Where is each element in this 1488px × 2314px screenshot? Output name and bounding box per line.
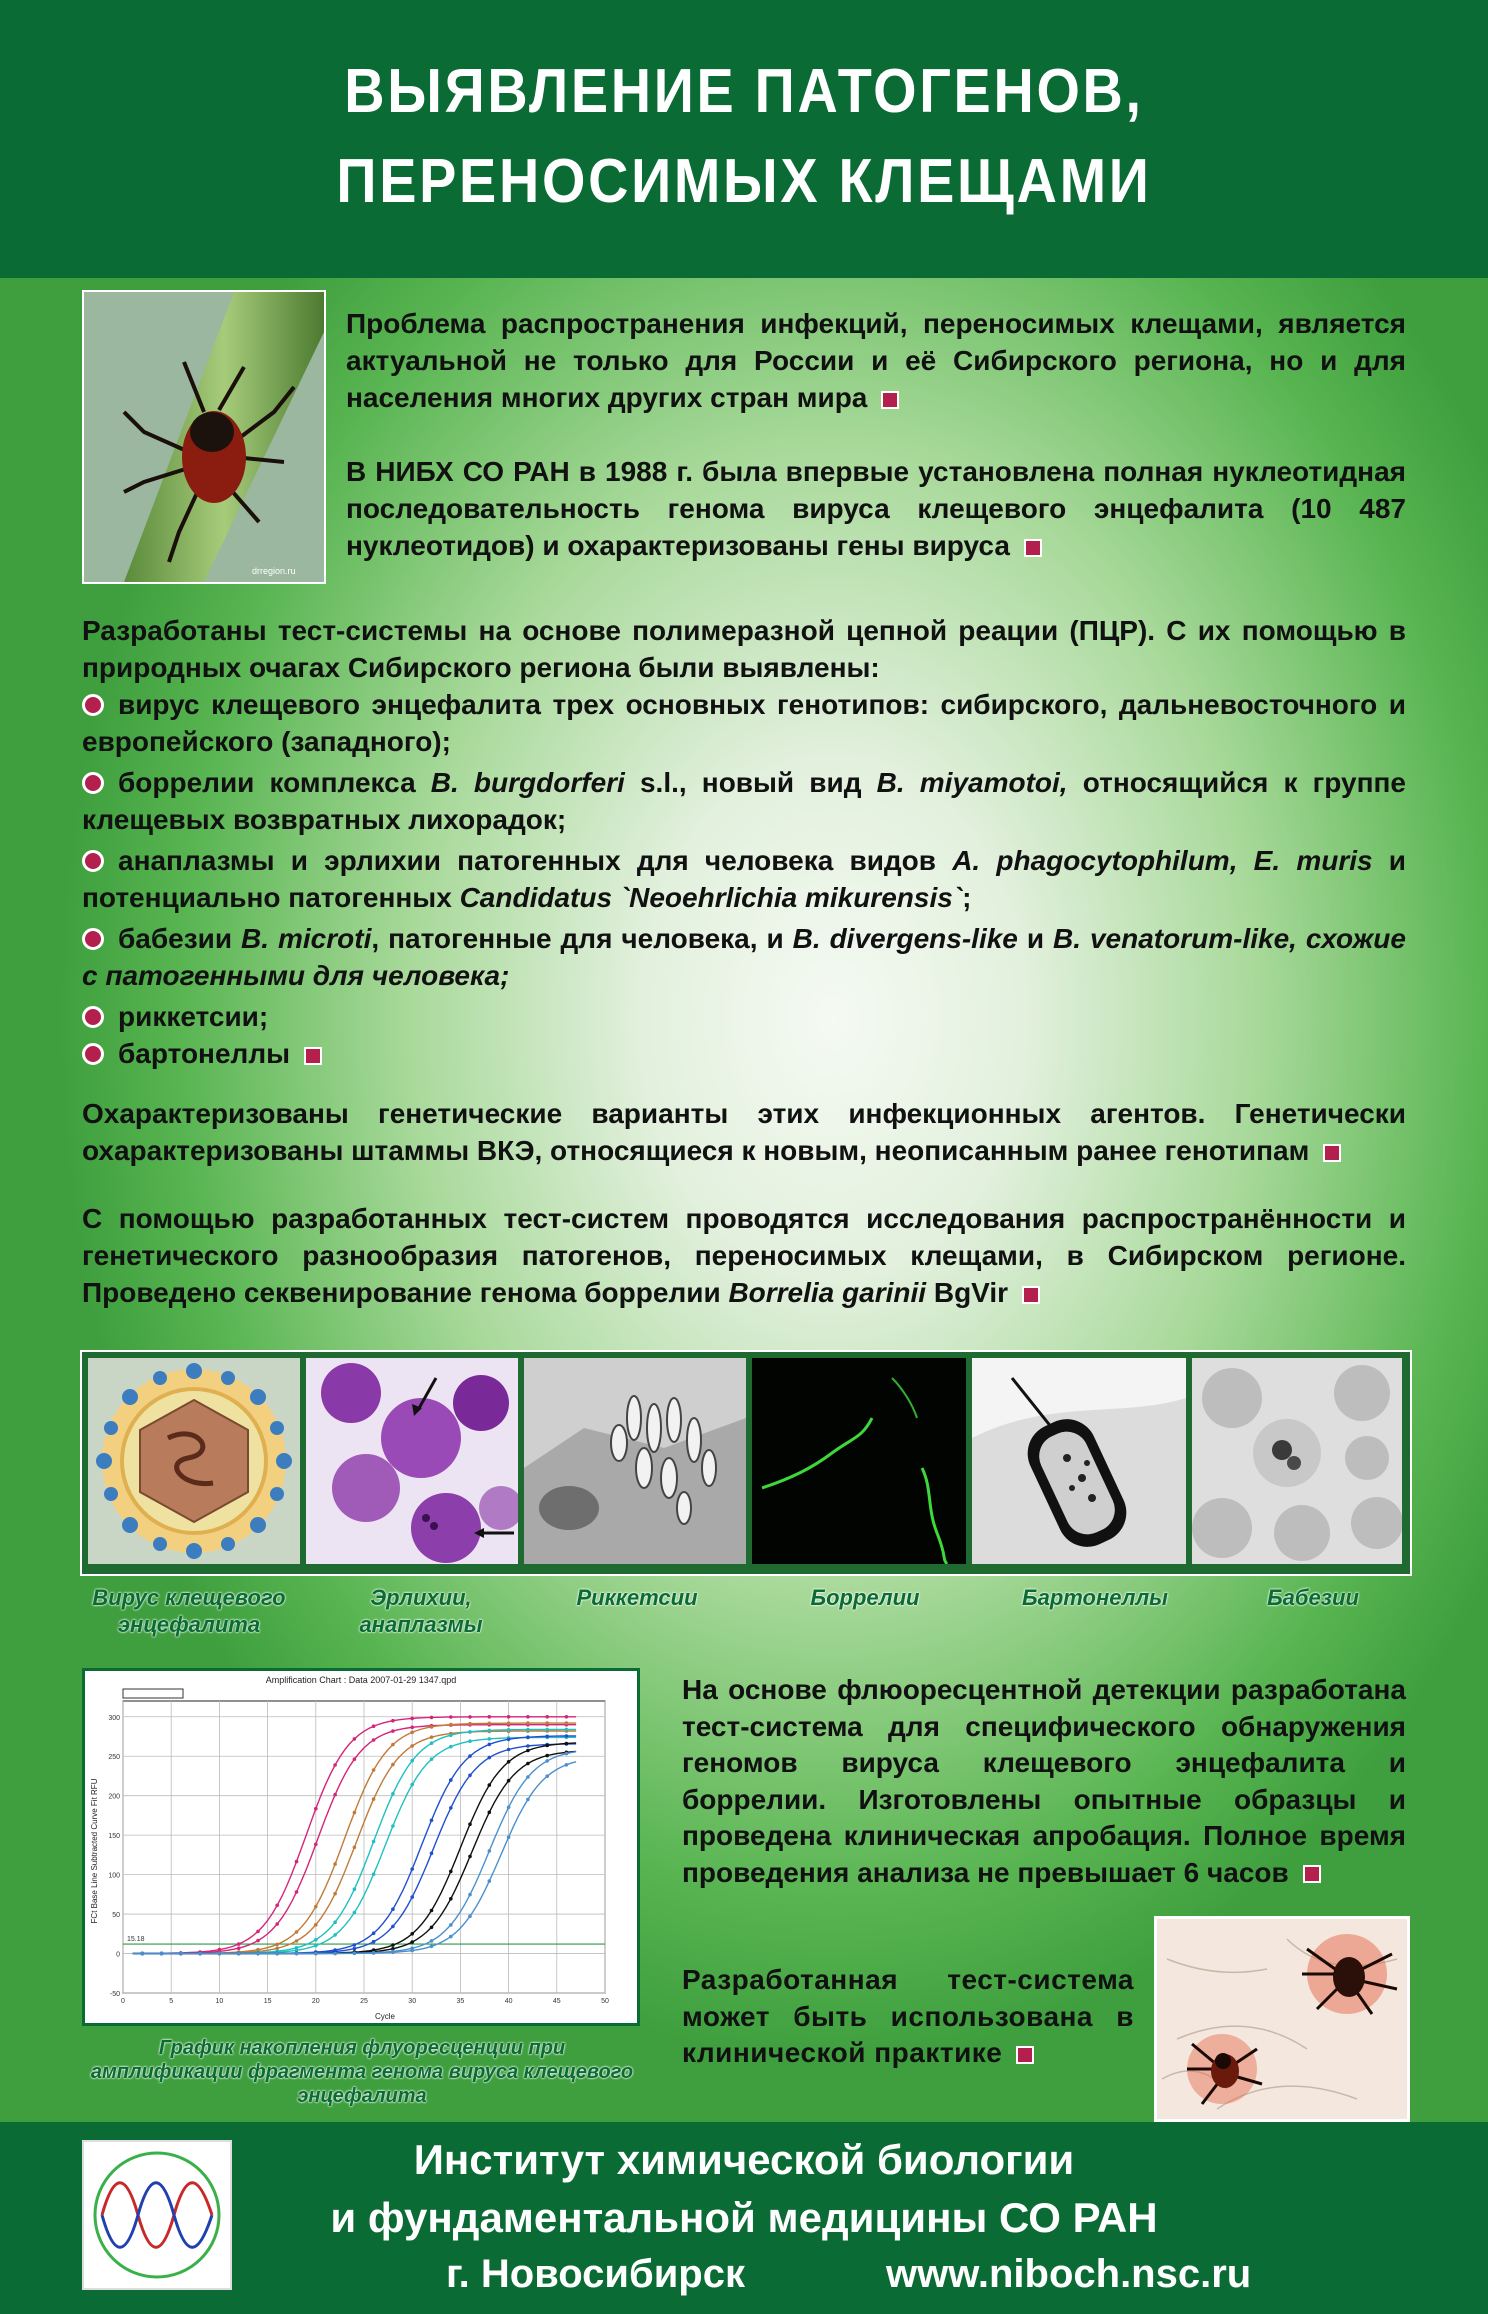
chart-data-point bbox=[353, 1947, 357, 1951]
chart-threshold-label: 15.18 bbox=[127, 1936, 145, 1944]
chart-data-point bbox=[410, 1867, 414, 1871]
chart-x-axis-label: Cycle bbox=[374, 2012, 396, 2021]
chart-data-point bbox=[353, 1846, 357, 1850]
institute-city: г. Новосибирск bbox=[446, 2252, 746, 2296]
chart-data-point bbox=[526, 1749, 530, 1753]
chart-data-point bbox=[449, 1870, 453, 1874]
chart-data-point bbox=[565, 1721, 569, 1725]
chart-data-point bbox=[237, 1952, 241, 1956]
chart-data-point bbox=[391, 1719, 395, 1723]
pcr-bullet-5 bbox=[82, 998, 1406, 1035]
chart-data-point bbox=[449, 1733, 453, 1737]
chart-data-point bbox=[410, 1949, 414, 1953]
chart-data-point bbox=[295, 1890, 299, 1894]
sequencing-text: BgVir bbox=[926, 1277, 1009, 1308]
chart-data-point bbox=[468, 1914, 472, 1918]
institute-website-link[interactable]: www.niboch.nsc.ru bbox=[886, 2252, 1252, 2296]
chart-data-point bbox=[545, 1744, 549, 1748]
chart-data-point bbox=[372, 1951, 376, 1955]
chart-data-point bbox=[353, 1911, 357, 1915]
chart-data-point bbox=[545, 1754, 549, 1758]
species-name: Candidatus `Neoehrlichia mikurensis` bbox=[459, 882, 963, 913]
clinical-paragraph bbox=[682, 1962, 1134, 2072]
pcr-bullet-3 bbox=[82, 842, 1406, 916]
chart-data-point bbox=[353, 1943, 357, 1947]
chart-data-point bbox=[333, 1952, 337, 1956]
pcr-bullet-1 bbox=[82, 686, 1406, 760]
chart-data-point bbox=[410, 1717, 414, 1721]
chart-data-point bbox=[353, 1952, 357, 1956]
chart-data-point bbox=[468, 1893, 472, 1897]
chart-data-point bbox=[372, 1840, 376, 1844]
chart-data-point bbox=[488, 1737, 492, 1741]
chart-data-point bbox=[488, 1715, 492, 1719]
ehrlichia-micrograph-image bbox=[306, 1358, 518, 1564]
fluorescence-paragraph bbox=[682, 1672, 1406, 1891]
chart-data-point bbox=[410, 1940, 414, 1944]
pcr-bullet-6 bbox=[82, 1035, 1406, 1072]
chart-data-point bbox=[545, 1759, 549, 1763]
chart-data-point bbox=[256, 1930, 260, 1934]
chart-x-tick-label: 15 bbox=[263, 1998, 272, 2005]
poster-title-line2: ПЕРЕНОСИМЫХ КЛЕЩАМИ bbox=[336, 147, 1152, 216]
chart-data-point bbox=[468, 1774, 472, 1778]
chart-data-point bbox=[507, 1835, 511, 1839]
chart-title: Amplification Chart : Data 2007-01-29 1347.qpd bbox=[265, 1675, 457, 1685]
caption-rickettsia: Риккетсии bbox=[576, 1585, 698, 1610]
chart-data-point bbox=[314, 1843, 318, 1847]
poster-footer bbox=[0, 2122, 1488, 2314]
chart-data-point bbox=[160, 1952, 164, 1956]
chart-data-point bbox=[353, 1811, 357, 1815]
chart-data-point bbox=[449, 1935, 453, 1939]
chart-data-point bbox=[430, 1909, 434, 1913]
chart-data-point bbox=[430, 1716, 434, 1720]
chart-data-point bbox=[488, 1729, 492, 1733]
chart-data-point bbox=[333, 1862, 337, 1866]
chart-data-point bbox=[372, 1738, 376, 1742]
chart-data-point bbox=[545, 1715, 549, 1719]
chart-data-point bbox=[430, 1735, 434, 1739]
chart-data-point bbox=[430, 1926, 434, 1930]
chart-data-point bbox=[391, 1729, 395, 1733]
caption-bartonella: Бартонеллы bbox=[1022, 1585, 1168, 1610]
chart-data-point bbox=[275, 1904, 279, 1908]
chart-data-point bbox=[468, 1730, 472, 1734]
chart-data-point bbox=[353, 1887, 357, 1891]
pcr-b2-text: боррелии комплекса bbox=[118, 767, 431, 798]
chart-data-point bbox=[526, 1735, 530, 1739]
chart-data-point bbox=[565, 1763, 569, 1767]
chart-x-tick-label: 35 bbox=[456, 1998, 465, 2005]
chart-data-point bbox=[449, 1897, 453, 1901]
chart-data-point bbox=[410, 1744, 414, 1748]
chart-data-point bbox=[372, 1931, 376, 1935]
chart-x-tick-label: 5 bbox=[169, 1998, 174, 2005]
chart-data-point bbox=[526, 1715, 530, 1719]
chart-y-tick-label: -50 bbox=[109, 1991, 120, 1998]
chart-data-point bbox=[507, 1779, 511, 1783]
pcr-b4-text: и bbox=[1017, 923, 1054, 954]
chart-x-tick-label: 30 bbox=[408, 1998, 417, 2005]
poster-title-line1: ВЫЯВЛЕНИЕ ПАТОГЕНОВ, bbox=[344, 57, 1144, 126]
chart-x-tick-label: 20 bbox=[311, 1998, 320, 2005]
chart-data-point bbox=[372, 1724, 376, 1728]
chart-data-point bbox=[372, 1768, 376, 1772]
babesia-micrograph-image bbox=[1192, 1358, 1402, 1564]
pcr-bullet-4 bbox=[82, 920, 1406, 994]
chart-data-point bbox=[488, 1879, 492, 1883]
chart-data-point bbox=[545, 1721, 549, 1725]
chart-data-point bbox=[507, 1748, 511, 1752]
chart-data-point bbox=[507, 1721, 511, 1725]
tick-on-leaf-photo bbox=[82, 290, 326, 584]
species-name: A. phagocytophilum, E. muris bbox=[952, 845, 1373, 876]
chart-data-point bbox=[295, 1952, 299, 1956]
species-name: B. miyamotoi, bbox=[876, 767, 1068, 798]
chart-data-point bbox=[449, 1806, 453, 1810]
chart-data-point bbox=[430, 1819, 434, 1823]
pcr-b3-text: анаплазмы и эрлихии патогенных для человека видов bbox=[118, 845, 953, 876]
bullet-icon bbox=[82, 1006, 104, 1028]
end-square-icon bbox=[881, 391, 899, 409]
chart-data-point bbox=[507, 1728, 511, 1732]
genetic-text: Охарактеризованы генетические варианты этих инфекционных агентов. Генетически охарактеризованы штаммы ВКЭ, относящиеся к новым, неописанным ранее генотипам bbox=[82, 1098, 1406, 1166]
chart-data-point bbox=[237, 1942, 241, 1946]
pcr-b4-text: , патогенные для человека, и bbox=[371, 923, 793, 954]
chart-data-point bbox=[256, 1939, 260, 1943]
institute-name-line2: и фундаментальной медицины СО РАН bbox=[330, 2194, 1158, 2241]
chart-data-point bbox=[545, 1728, 549, 1732]
sequencing-text: С помощью разработанных тест-систем проводятся исследования распространённости и генетического разнообразия патогенов, переносимых клещами, в Сибирском регионе. Проведено секвенирование генома боррелии bbox=[82, 1203, 1406, 1308]
chart-data-point bbox=[372, 1940, 376, 1944]
species-name: B. burgdorferi bbox=[430, 767, 625, 798]
rickettsia-micrograph-image bbox=[524, 1358, 746, 1564]
chart-data-point bbox=[295, 1930, 299, 1934]
chart-data-point bbox=[410, 1726, 414, 1730]
chart-data-point bbox=[333, 1920, 337, 1924]
end-square-icon bbox=[304, 1047, 322, 1065]
end-square-icon bbox=[1022, 1286, 1040, 1304]
chart-data-point bbox=[391, 1743, 395, 1747]
species-name: B. venatorum-like, схожие с патогенными для человека; bbox=[82, 923, 1406, 991]
chart-data-point bbox=[372, 1872, 376, 1876]
caption-borrelia: Боррелии bbox=[810, 1585, 920, 1610]
chart-y-tick-label: 0 bbox=[116, 1951, 120, 1959]
chart-data-point bbox=[391, 1792, 395, 1796]
bullet-icon bbox=[82, 850, 104, 872]
pcr-b2-text: s.l., новый вид bbox=[624, 767, 877, 798]
intro-paragraph-1 bbox=[346, 305, 1406, 416]
chart-data-point bbox=[391, 1907, 395, 1911]
genetic-paragraph bbox=[82, 1095, 1406, 1169]
chart-data-point bbox=[179, 1952, 183, 1956]
chart-data-point bbox=[218, 1952, 222, 1956]
chart-x-tick-label: 0 bbox=[121, 1998, 125, 2005]
photo-watermark: drregion.ru bbox=[252, 566, 296, 576]
sequencing-paragraph bbox=[82, 1200, 1406, 1311]
chart-data-point bbox=[526, 1744, 530, 1748]
end-square-icon bbox=[1323, 1144, 1341, 1162]
chart-data-point bbox=[314, 1952, 318, 1956]
end-square-icon bbox=[1024, 539, 1042, 557]
chart-data-point bbox=[565, 1742, 569, 1746]
chart-legend-box bbox=[123, 1689, 183, 1698]
bullet-icon bbox=[82, 772, 104, 794]
chart-data-point bbox=[507, 1715, 511, 1719]
chart-x-tick-label: 25 bbox=[360, 1998, 368, 2005]
chart-data-point bbox=[333, 1892, 337, 1896]
chart-data-point bbox=[565, 1734, 569, 1738]
chart-data-point bbox=[372, 1797, 376, 1801]
chart-y-tick-label: 100 bbox=[108, 1872, 120, 1880]
chart-data-point bbox=[410, 1932, 414, 1936]
species-name: B. microti bbox=[241, 923, 372, 954]
chart-data-point bbox=[526, 1762, 530, 1766]
fluorescence-text: На основе флюоресцентной детекции разработана тест-система для специфического обнаружения геномов вируса клещевого энцефалита и боррелии. Изготовлены опытные образцы и проведена клиническая апробация. Полное время проведения анализа не превышает 6 часов bbox=[682, 1674, 1406, 1888]
chart-data-point bbox=[565, 1752, 569, 1756]
chart-data-point bbox=[545, 1774, 549, 1778]
chart-data-point bbox=[141, 1952, 145, 1956]
pcr-b4-text: бабезии bbox=[118, 923, 242, 954]
borrelia-fluorescence-image bbox=[752, 1358, 966, 1564]
chart-data-point bbox=[430, 1725, 434, 1729]
chart-data-point bbox=[410, 1759, 414, 1763]
end-square-icon bbox=[1303, 1865, 1321, 1883]
chart-data-point bbox=[526, 1728, 530, 1732]
chart-y-tick-label: 300 bbox=[108, 1714, 120, 1722]
chart-data-point bbox=[468, 1739, 472, 1743]
chart-y-tick-label: 250 bbox=[108, 1754, 120, 1762]
chart-data-point bbox=[295, 1939, 299, 1943]
bullet-icon bbox=[82, 694, 104, 716]
chart-data-point bbox=[333, 1763, 337, 1767]
caption-virus: Вирус клещевого энцефалита bbox=[92, 1585, 286, 1637]
chart-data-point bbox=[314, 1807, 318, 1811]
amplification-chart-svg bbox=[85, 1671, 637, 2023]
chart-data-point bbox=[410, 1731, 414, 1735]
chart-data-point bbox=[391, 1824, 395, 1828]
institute-name-line1: Институт химической биологии bbox=[413, 2136, 1075, 2183]
intro-p1-text: Проблема распространения инфекций, переносимых клещами, является актуальной не только для России и её Сибирского региона, но и для населения многих других стран мира bbox=[346, 308, 1406, 413]
chart-data-point bbox=[468, 1715, 472, 1719]
chart-data-point bbox=[314, 1905, 318, 1909]
chart-data-point bbox=[333, 1793, 337, 1797]
chart-data-point bbox=[526, 1721, 530, 1725]
bullet-icon bbox=[82, 928, 104, 950]
chart-data-point bbox=[410, 1783, 414, 1787]
bullet-icon bbox=[82, 1043, 104, 1065]
chart-data-point bbox=[468, 1754, 472, 1758]
chart-y-axis-label: FCt Base Line Subtracted Curve Fit RFU bbox=[90, 1778, 99, 1924]
chart-data-point bbox=[488, 1743, 492, 1747]
chart-data-point bbox=[391, 1925, 395, 1929]
pcr-b2-text: относящийся к группе клещевых возвратных лихорадок; bbox=[82, 767, 1407, 835]
chart-data-point bbox=[468, 1722, 472, 1726]
chart-data-point bbox=[314, 1938, 318, 1942]
chart-data-point bbox=[488, 1811, 492, 1815]
bartonella-micrograph-image bbox=[972, 1358, 1186, 1564]
chart-data-point bbox=[430, 1757, 434, 1761]
intro-paragraph-2 bbox=[346, 453, 1406, 564]
chart-data-point bbox=[430, 1741, 434, 1745]
chart-data-point bbox=[449, 1715, 453, 1719]
chart-data-point bbox=[391, 1763, 395, 1767]
poster-header bbox=[0, 0, 1488, 278]
chart-data-point bbox=[275, 1922, 279, 1926]
chart-data-point bbox=[353, 1737, 357, 1741]
chart-data-point bbox=[430, 1852, 434, 1856]
caption-ehrlichia: Эрлихии, анаплазмы bbox=[359, 1585, 483, 1637]
chart-data-point bbox=[314, 1944, 318, 1948]
chart-data-point bbox=[526, 1798, 530, 1802]
pcr-b1-text: вирус клещевого энцефалита трех основных генотипов: сибирского, дальневосточного и европейского (западного); bbox=[82, 689, 1406, 757]
chart-data-point bbox=[468, 1855, 472, 1859]
chart-data-point bbox=[449, 1778, 453, 1782]
chart-x-tick-label: 10 bbox=[215, 1998, 224, 2005]
chart-data-point bbox=[430, 1939, 434, 1943]
chart-data-point bbox=[507, 1738, 511, 1742]
chart-data-point bbox=[353, 1757, 357, 1761]
intro-p2-text: В НИБХ СО РАН в 1988 г. была впервые установлена полная нуклеотидная последовательность генома вируса клещевого энцефалита (10 487 нуклеотидов) и охарактеризованы гены вируса bbox=[346, 456, 1406, 561]
chart-data-point bbox=[449, 1745, 453, 1749]
chart-data-point bbox=[391, 1951, 395, 1955]
chart-x-tick-label: 40 bbox=[504, 1998, 513, 2005]
chart-caption: График накопления флуоресценции при амплификации фрагмента генома вируса клещевого энцефалита bbox=[90, 2037, 634, 2107]
chart-data-point bbox=[488, 1849, 492, 1853]
chart-data-point bbox=[391, 1943, 395, 1947]
virus-diagram-image bbox=[88, 1358, 300, 1564]
chart-data-point bbox=[507, 1806, 511, 1810]
chart-y-tick-label: 50 bbox=[112, 1912, 120, 1920]
species-name: B. divergens-like bbox=[792, 923, 1018, 954]
chart-data-point bbox=[565, 1728, 569, 1732]
chart-data-point bbox=[468, 1822, 472, 1826]
chart-data-point bbox=[507, 1760, 511, 1764]
chart-data-point bbox=[449, 1923, 453, 1927]
caption-babesia: Бабезии bbox=[1267, 1585, 1359, 1610]
pcr-b3-text: ; bbox=[962, 882, 972, 913]
pcr-lead: Разработаны тест-системы на основе полимеразной цепной реации (ПЦР). С их помощью в природных очагах Сибирского региона были выявлены: bbox=[82, 615, 1406, 683]
pcr-b6-text: бартонеллы bbox=[118, 1038, 291, 1069]
chart-data-point bbox=[333, 1933, 337, 1937]
chart-data-point bbox=[314, 1923, 318, 1927]
chart-data-point bbox=[275, 1943, 279, 1947]
chart-data-point bbox=[488, 1783, 492, 1787]
chart-data-point bbox=[295, 1860, 299, 1864]
chart-data-point bbox=[256, 1952, 260, 1956]
amplification-chart bbox=[82, 1668, 640, 2026]
chart-y-tick-label: 200 bbox=[108, 1793, 120, 1801]
pcr-b5-text: риккетсии; bbox=[118, 1001, 269, 1032]
chart-data-point bbox=[488, 1722, 492, 1726]
chart-data-point bbox=[430, 1945, 434, 1949]
species-name: Borrelia garinii bbox=[728, 1277, 927, 1308]
chart-data-point bbox=[526, 1775, 530, 1779]
chart-data-point bbox=[198, 1952, 202, 1956]
chart-data-point bbox=[237, 1946, 241, 1950]
chart-data-point bbox=[275, 1952, 279, 1956]
pcr-bullet-2 bbox=[82, 764, 1406, 838]
chart-data-point bbox=[545, 1735, 549, 1739]
chart-data-point bbox=[488, 1756, 492, 1760]
chart-data-point bbox=[410, 1895, 414, 1899]
pcr-b3-text: и потенциально патогенных bbox=[82, 845, 1406, 913]
chart-x-tick-label: 45 bbox=[552, 1998, 561, 2005]
ticks-on-skin-photo bbox=[1154, 1916, 1410, 2122]
end-square-icon bbox=[1016, 2046, 1034, 2064]
chart-y-tick-label: 150 bbox=[108, 1833, 120, 1841]
chart-data-point bbox=[449, 1723, 453, 1727]
clinical-text: Разработанная тест-система может быть использована в клинической практике bbox=[682, 1964, 1134, 2068]
chart-data-point bbox=[565, 1715, 569, 1719]
chart-x-tick-label: 50 bbox=[601, 1998, 609, 2005]
